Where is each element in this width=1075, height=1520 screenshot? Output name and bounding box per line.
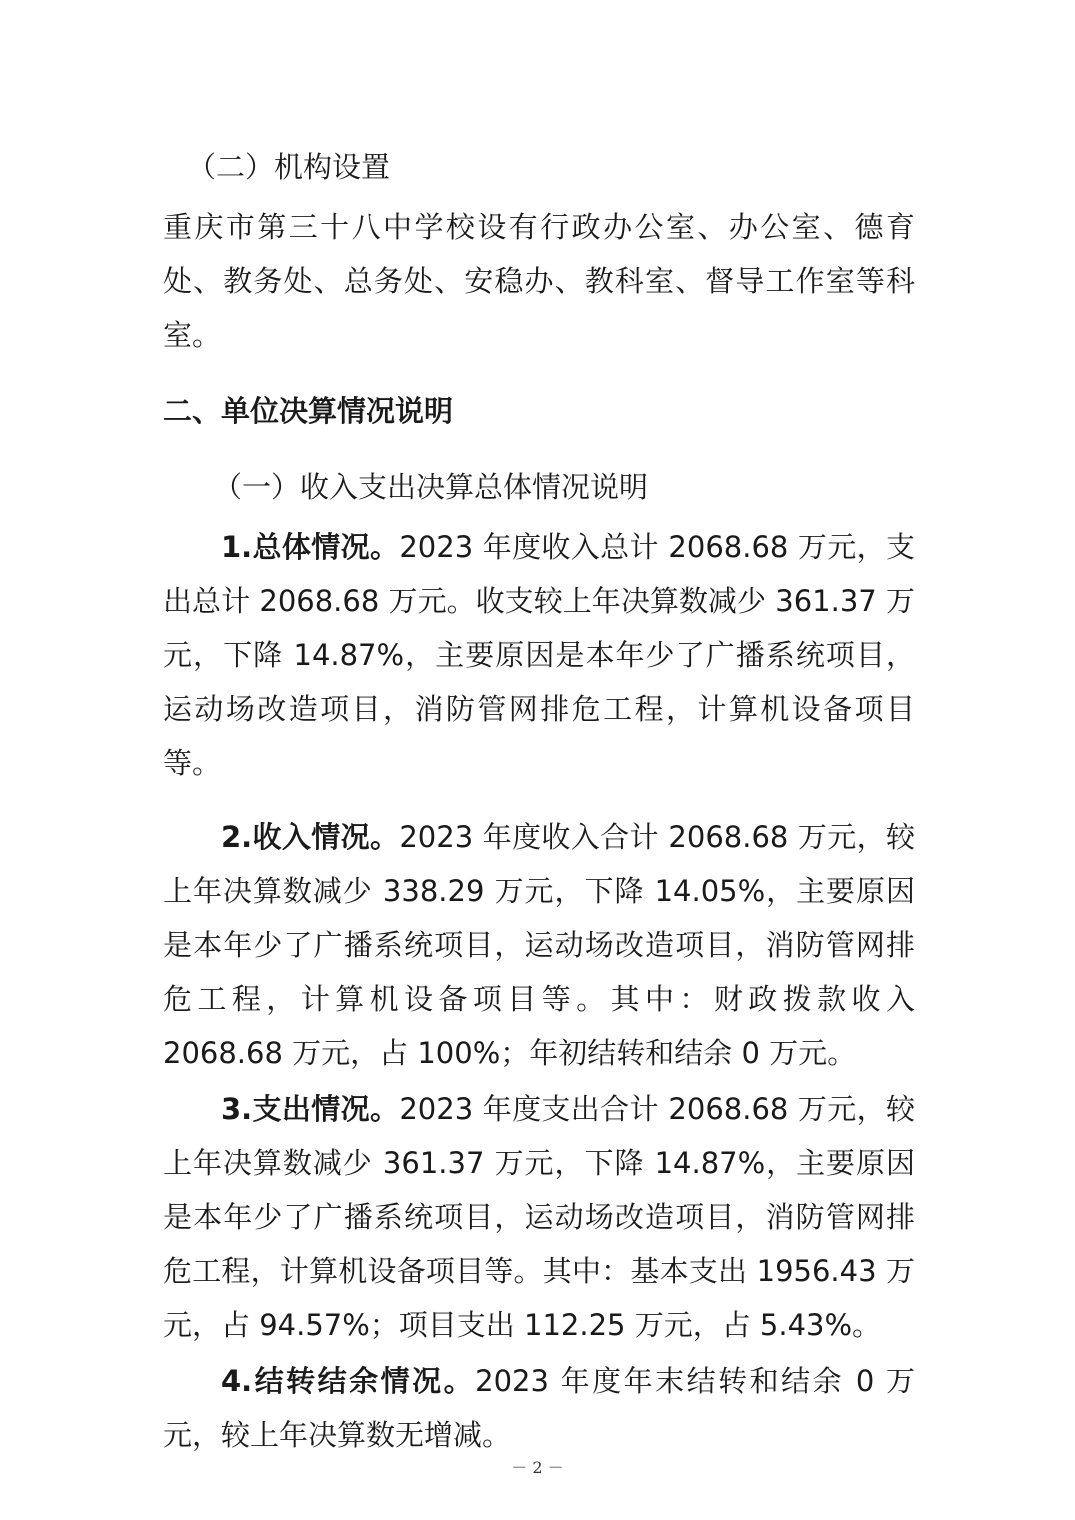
paragraph-carryover	[163, 1354, 915, 1462]
paragraph-expenditure	[163, 1082, 915, 1352]
paragraph-lead: 1.总体情况。	[221, 530, 400, 564]
paragraph-body: 2023 年度收入合计 2068.68 万元，较上年决算数减少 338.29 万元，下降 14.05%，主要原因是本年少了广播系统项目，运动场改造项目，消防管网排危工程，计算机设备项目等。其中：财政拨款收入 2068.68 万元，占 100%；年初结转和结余 0 万元。	[163, 820, 915, 1070]
paragraph-body: 2023 年度收入总计 2068.68 万元，支出总计 2068.68 万元。收支较上年决算数减少 361.37 万元，下降 14.87%，主要原因是本年少了广播系统项目，运动场改造项目，消防管网排危工程，计算机设备项目等。	[163, 530, 915, 780]
subheading-overall: （一）收入支出决算总体情况说明	[213, 470, 649, 504]
subheading-organization: （二）机构设置	[187, 150, 391, 184]
document-page	[163, 140, 915, 1462]
paragraph-lead: 2.收入情况。	[221, 820, 400, 854]
paragraph-lead: 4.结转结余情况。	[221, 1364, 476, 1398]
paragraph-lead: 3.支出情况。	[221, 1092, 400, 1126]
paragraph-body: 2023 年度支出合计 2068.68 万元，较上年决算数减少 361.37 万元，下降 14.87%，主要原因是本年少了广播系统项目，运动场改造项目，消防管网排危工程，计算机设备项目等。其中：基本支出 1956.43 万元，占 94.57%；项目支出 112.25 万元，占 5.43%。	[163, 1092, 915, 1342]
paragraph-body: 2023 年度年末结转和结余 0 万元，较上年决算数无增减。	[163, 1364, 915, 1452]
paragraph-overall	[163, 520, 915, 790]
page-number: － 2 －	[511, 1458, 564, 1477]
paragraph-income	[163, 810, 915, 1080]
organization-paragraph: 重庆市第三十八中学校设有行政办公室、办公室、德育处、教务处、总务处、安稳办、教科室、督导工作室等科室。	[163, 210, 915, 352]
section-title: 二、单位决算情况说明	[163, 394, 454, 428]
